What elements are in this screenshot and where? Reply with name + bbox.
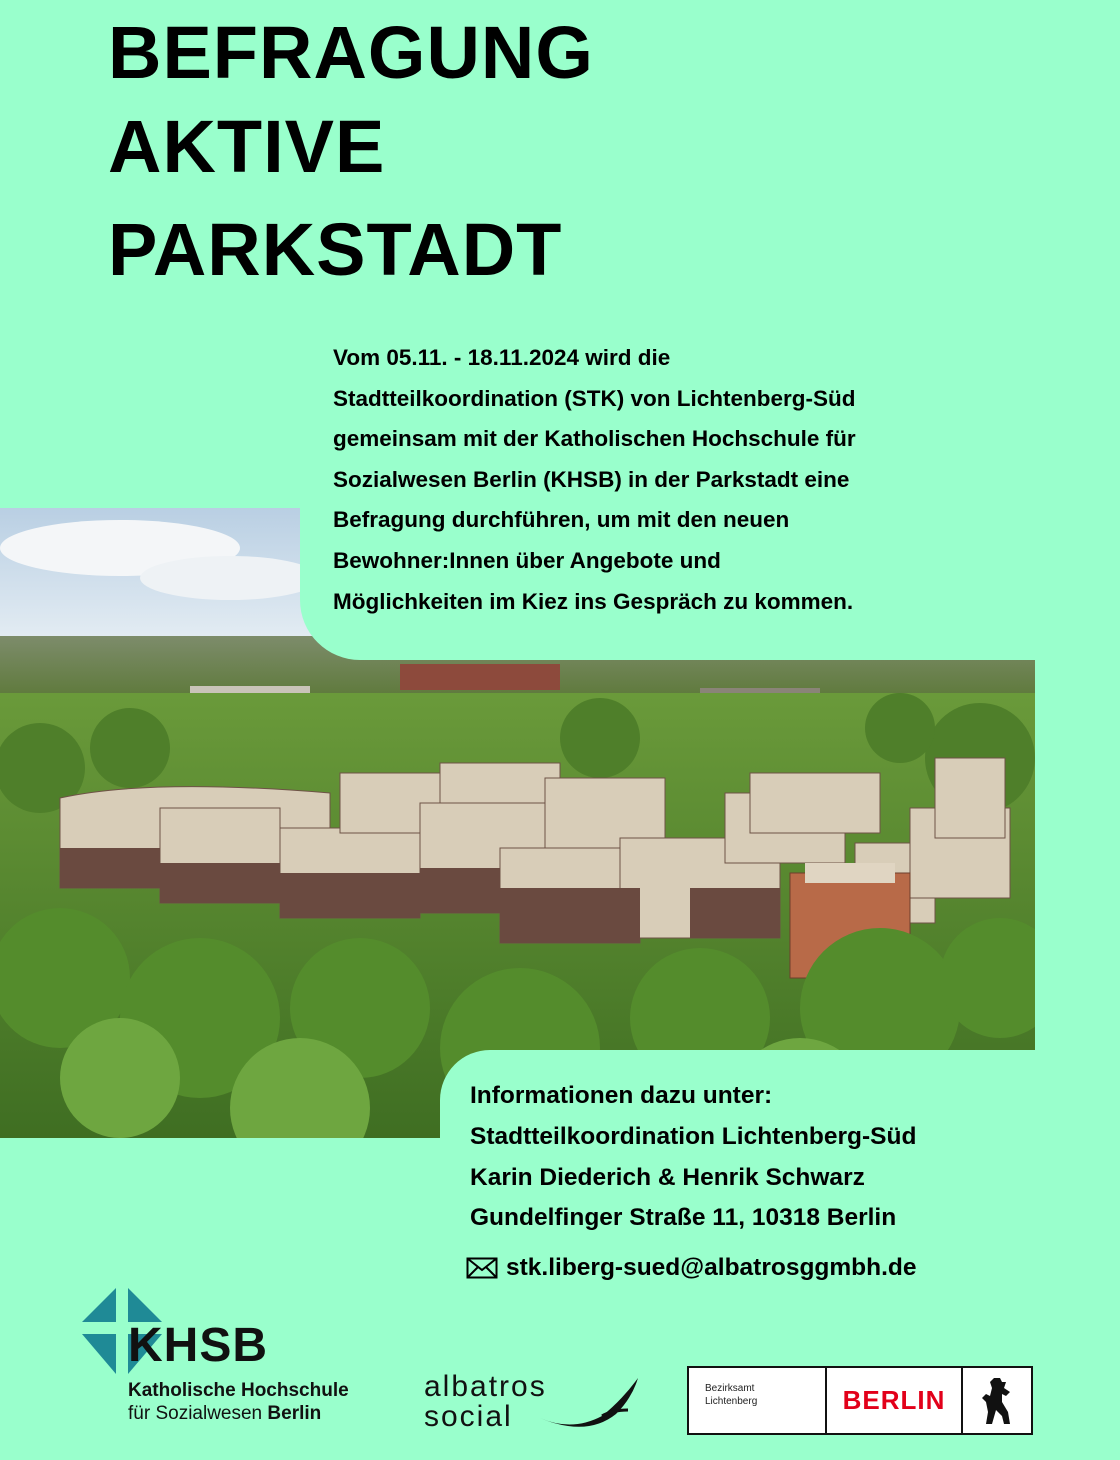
intro-line: Befragung durchführen, um mit den neuen <box>333 507 790 533</box>
khsb-abbr: KHSB <box>128 1319 269 1372</box>
intro-line: Stadtteilkoordination (STK) von Lichtenberg-Süd <box>333 385 856 411</box>
bezirksamt-lichtenberg-logo <box>687 1366 1033 1435</box>
intro-text <box>333 338 1053 622</box>
email-address: stk.liberg-sued@albatrosggmbh.de <box>506 1254 917 1281</box>
khsb-name-line2: für Sozialwesen Berlin <box>128 1403 322 1424</box>
intro-line: Möglichkeiten im Kiez ins Gespräch zu kommen. <box>333 588 854 614</box>
title-line-3: PARKSTADT <box>108 208 563 291</box>
intro-line: gemeinsam mit der Katholischen Hochschule für <box>333 426 856 452</box>
info-line: Karin Diederich & Henrik Schwarz <box>470 1163 865 1191</box>
info-line: Gundelfinger Straße 11, 10318 Berlin <box>470 1204 897 1232</box>
info-line: Stadtteilkoordination Lichtenberg-Süd <box>470 1122 917 1150</box>
envelope-icon <box>466 1257 498 1279</box>
info-line: Informationen dazu unter: <box>470 1082 773 1109</box>
bezirksamt-label: Bezirksamt Lichtenberg <box>689 1368 827 1433</box>
khsb-name-line1: Katholische Hochschule <box>128 1380 349 1401</box>
albatross-bird-icon <box>532 1370 657 1434</box>
intro-line: Sozialwesen Berlin (KHSB) in der Parkstadt eine <box>333 466 850 492</box>
berlin-bear-icon <box>963 1368 1031 1433</box>
berlin-wordmark: BERLIN <box>827 1368 963 1433</box>
intro-line: Vom 05.11. - 18.11.2024 wird die <box>333 345 671 370</box>
albatros-word: albatros <box>424 1370 547 1403</box>
title-line-2: AKTIVE <box>108 105 386 188</box>
title-line-1: BEFRAGUNG <box>108 11 594 94</box>
intro-line: Bewohner:Innen über Angebote und <box>333 547 721 573</box>
info-text <box>470 1076 916 1239</box>
social-word: social <box>424 1400 513 1433</box>
contact-email <box>466 1254 917 1282</box>
